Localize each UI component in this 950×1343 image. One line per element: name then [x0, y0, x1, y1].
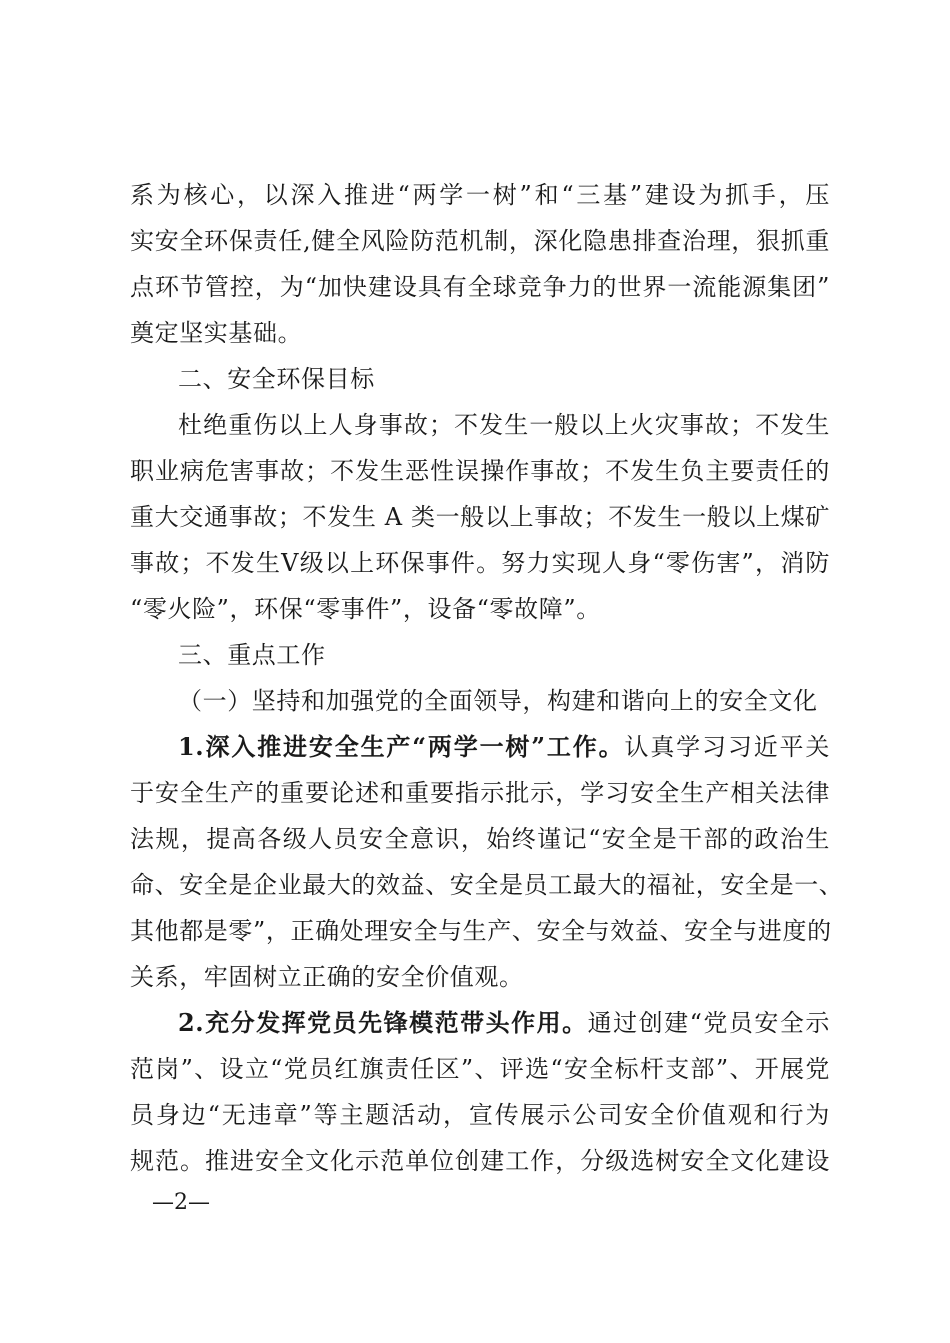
item-title: 2.充分发挥党员先锋模范带头作用。 — [178, 1008, 588, 1037]
paragraph-line: 员身边“无违章”等主题活动，宣传展示公司安全价值观和行为 — [130, 1101, 830, 1129]
paragraph-line: 命、安全是企业最大的效益、安全是员工最大的福祉，安全是一、 — [130, 871, 844, 899]
paragraph-line: 系为核心，以深入推进“两学一树”和“三基”建设为抓手，压 — [130, 181, 830, 209]
paragraph-line: 点环节管控，为“加快建设具有全球竞争力的世界一流能源集团” — [130, 273, 830, 301]
item-title: 1.深入推进安全生产“两学一树”工作。 — [178, 732, 625, 761]
paragraph-line: 实安全环保责任,健全风险防范机制，深化隐患排查治理，狠抓重 — [130, 227, 830, 255]
paragraph-line: 于安全生产的重要论述和重要指示批示，学习安全生产相关法律 — [130, 779, 830, 807]
section-heading-targets: 二、安全环保目标 — [178, 365, 375, 393]
paragraph-line: 规范。推进安全文化示范单位创建工作，分级选树安全文化建设 — [130, 1147, 830, 1175]
sub-heading: （一）坚持和加强党的全面领导，构建和谐向上的安全文化 — [178, 687, 818, 715]
document-body — [130, 172, 844, 1184]
paragraph-line: 杜绝重伤以上人身事故；不发生一般以上火灾事故；不发生 — [178, 411, 830, 439]
item-first-line — [130, 724, 830, 770]
paragraph-line: “零火险”，环保“零事件”，设备“零故障”。 — [130, 595, 601, 623]
paragraph-line: 法规，提高各级人员安全意识，始终谨记“安全是干部的政治生 — [130, 825, 830, 853]
paragraph-line: 职业病危害事故；不发生恶性误操作事故；不发生负主要责任的 — [130, 457, 830, 485]
paragraph-line: 重大交通事故；不发生 A 类一般以上事故；不发生一般以上煤矿 — [130, 503, 830, 531]
paragraph-line: 范岗”、设立“党员红旗责任区”、评选“安全标杆支部”、开展党 — [130, 1055, 830, 1083]
section-heading-key-work: 三、重点工作 — [178, 641, 326, 669]
item-text: 通过创建“党员安全示 — [587, 1009, 830, 1037]
paragraph-line: 事故；不发生Ⅴ级以上环保事件。努力实现人身“零伤害”，消防 — [130, 549, 830, 577]
item-first-line — [130, 1000, 830, 1046]
paragraph-line: 关系，牢固树立正确的安全价值观。 — [130, 963, 524, 991]
paragraph-line: 奠定坚实基础。 — [130, 319, 303, 347]
paragraph-line: 其他都是零”，正确处理安全与生产、安全与效益、安全与进度的 — [130, 917, 832, 945]
item-text: 认真学习习近平关 — [624, 733, 830, 761]
page-number: —2— — [152, 1190, 210, 1215]
